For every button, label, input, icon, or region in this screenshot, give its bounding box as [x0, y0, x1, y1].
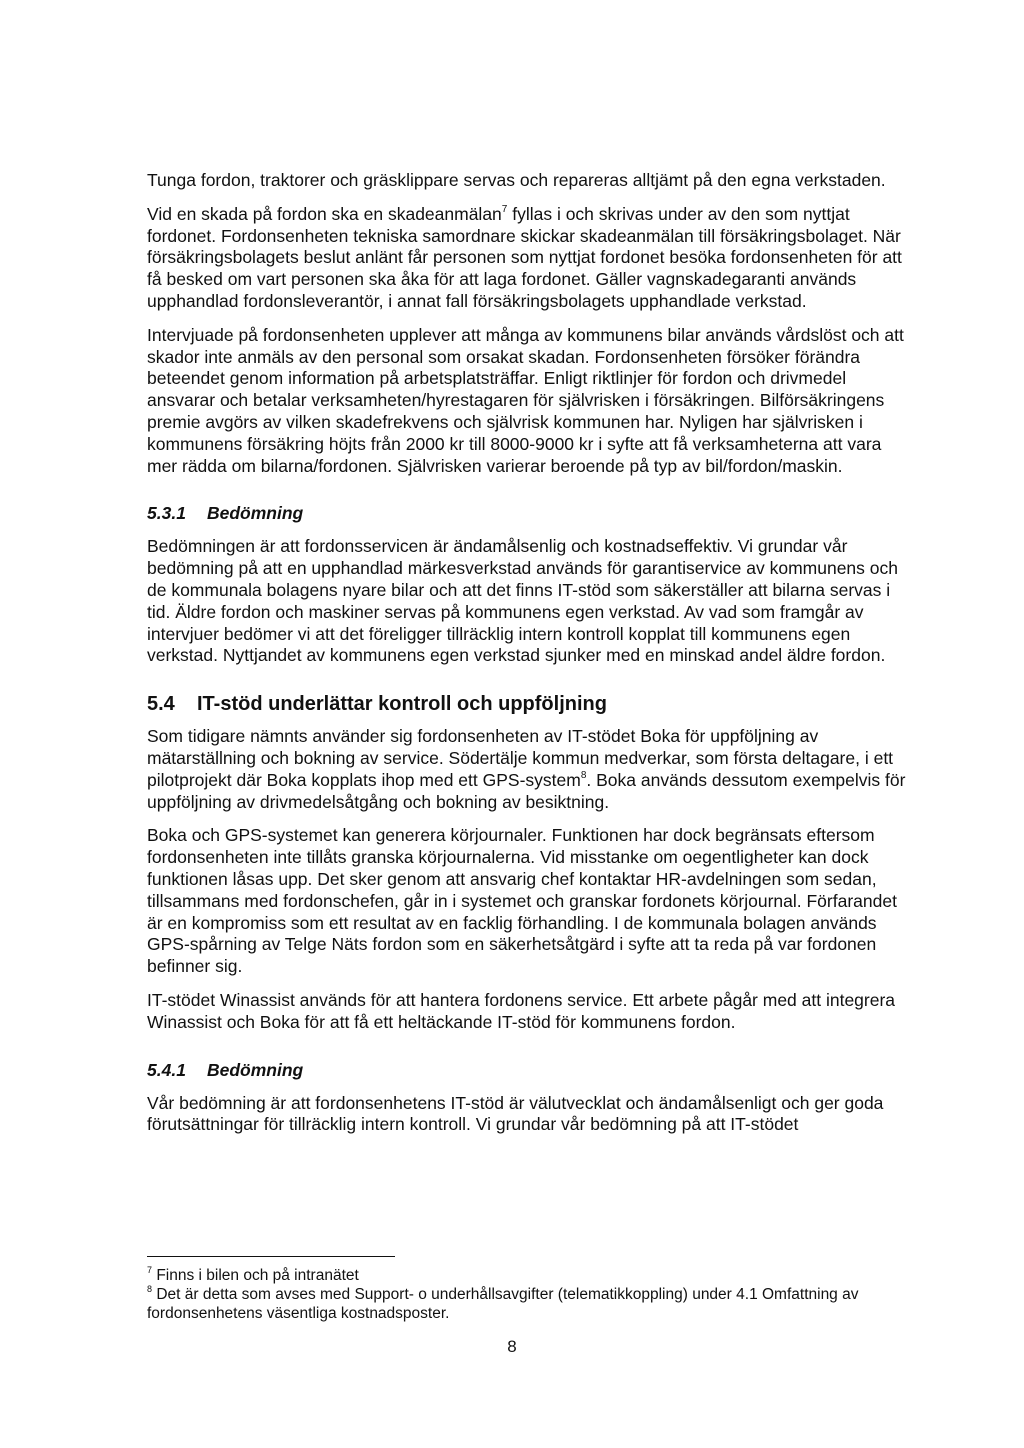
footnote-7 [147, 1266, 867, 1285]
footnote-marker: 8 [147, 1283, 153, 1294]
paragraph-boka-rest: . Boka används dessutom exempelvis för uppföljning av drivmedelsåtgång och bokning av besiktning. [147, 769, 906, 812]
heading-number: 5.4.1 [147, 1059, 186, 1080]
heading-title: Bedömning [207, 1059, 304, 1080]
heading-number: 5.3.1 [147, 503, 186, 524]
paragraph-fordon-verkstad: Tunga fordon, traktorer och gräsklippare servas och repareras alltjämt på den egna verkstaden. [147, 170, 886, 190]
paragraph-winassist: IT-stödet Winassist används för att hantera fordonens service. Ett arbete pågår med att integrera Winassist och Boka för att få ett heltäckande IT-stöd för kommunens fordon. [147, 989, 896, 1032]
heading-title: Bedömning [207, 503, 304, 524]
paragraph-bedomning-531: Bedömningen är att fordonsservicen är ändamålsenlig och kostnadseffektiv. Vi grundar vår bedömning på att en upphandlad märkesverkstad används för garantiservice av kommunens och de kommunala bolagens nyare bilar och att det finns IT-stöd som säkerställer att bilarna servas i tid. Äldre fordon och maskiner servas på kommunens egen verkstad. Av vad som framgår av intervjuer bedömer vi att det föreligger tillräcklig intern kontroll kopplat till kommunens egen verkstad. Nyttjandet av kommunens egen verkstad sjunker med en minskad andel äldre fordon. [147, 536, 898, 666]
heading-5-3-1 [147, 502, 907, 524]
heading-title: IT-stöd underlättar kontroll och uppföljning [197, 693, 607, 716]
page-number: 8 [507, 1337, 517, 1356]
body-text [147, 170, 907, 1136]
paragraph-skadeanmalan [147, 204, 907, 313]
footnote-8 [147, 1285, 867, 1323]
paragraph-skadeanmalan-start: Vid en skada på fordon ska en skadeanmälan [147, 203, 502, 224]
footnote-ref-7[interactable]: 7 [501, 203, 508, 215]
heading-5-4 [147, 692, 907, 716]
footnote-text: Det är detta som avses med Support- o underhållsavgifter (telematikkoppling) under 4.1 Omfattning av fordonsenhetens väsentliga kostnadsposter. [147, 1286, 859, 1322]
paragraph-boka [147, 726, 907, 813]
paragraph-skadeanmalan-rest: fyllas i och skrivas under av den som nyttjat fordonet. Fordonsenheten tekniska samordnare skickar skadeanmälan till försäkringsbolaget. När försäkringsbolagets beslut anlänt får personen som nyttjat fordonet besöka fordonsenheten för att få besked om vart personen ska åka för att laga fordonet. Gäller vagnskadegaranti används upphandlad fordonsleverantör, i annat fall försäkringsbolagets upphandlade verkstad. [147, 203, 902, 311]
footnote-ref-8[interactable]: 8 [580, 769, 587, 781]
heading-number: 5.4 [147, 693, 175, 716]
paragraph-sjalvrisk: Intervjuade på fordonsenheten upplever att många av kommunens bilar används vårdslöst och att skador inte anmäls av den personal som orsakat skadan. Fordonsenheten försöker förändra beteendet genom information på arbetsplatsträffar. Enligt riktlinjer för fordon och drivmedel ansvarar och betalar verksamheten/hyrestagaren för självrisken i försäkringen. Bilförsäkringens premie avgörs av vilken skadefrekvens och självrisk kommunen har. Nyligen har självrisken i kommunens försäkring höjts från 2000 kr till 8000-9000 kr i syfte att få verksamheterna att vara mer rädda om bilarna/fordonen. Självrisken varierar beroende på typ av bil/fordon/maskin. [147, 324, 904, 476]
footnotes [147, 1266, 867, 1323]
paragraph-korjournaler: Boka och GPS-systemet kan generera körjournaler. Funktionen har dock begränsats eftersom fordonsenheten inte tillåts granska körjournalerna. Vid misstanke om oegentligheter kan dock funktionen låsas upp. Det sker genom att ansvarig chef kontaktar HR-avdelningen som sedan, tillsammans med fordonschefen, går in i systemet och granskar fordonets körjournal. Förfarandet är en kompromiss som ett resultat av en facklig förhandling. I de kommunala bolagen används GPS-spårning av Telge Näts fordon som en säkerhetsåtgärd i syfte att ta reda på var fordonen befinner sig. [147, 825, 897, 977]
heading-5-4-1 [147, 1059, 907, 1081]
footnote-divider [147, 1256, 395, 1257]
footnote-marker: 7 [147, 1264, 153, 1275]
paragraph-bedomning-541: Vår bedömning är att fordonsenhetens IT-stöd är välutvecklat och ändamålsenligt och ger goda förutsättningar för tillräcklig intern kontroll. Vi grundar vår bedömning på att IT-stödet [147, 1092, 884, 1135]
footnote-text: Finns i bilen och på intranätet [152, 1267, 359, 1284]
paragraph-boka-start: Som tidigare nämnts använder sig fordonsenheten av IT-stödet Boka för uppföljning av mätarställning och bokning av service. Södertälje kommun medverkar, som första deltagare, i ett pilotprojekt där Boka kopplats ihop med ett GPS-system [147, 726, 894, 790]
